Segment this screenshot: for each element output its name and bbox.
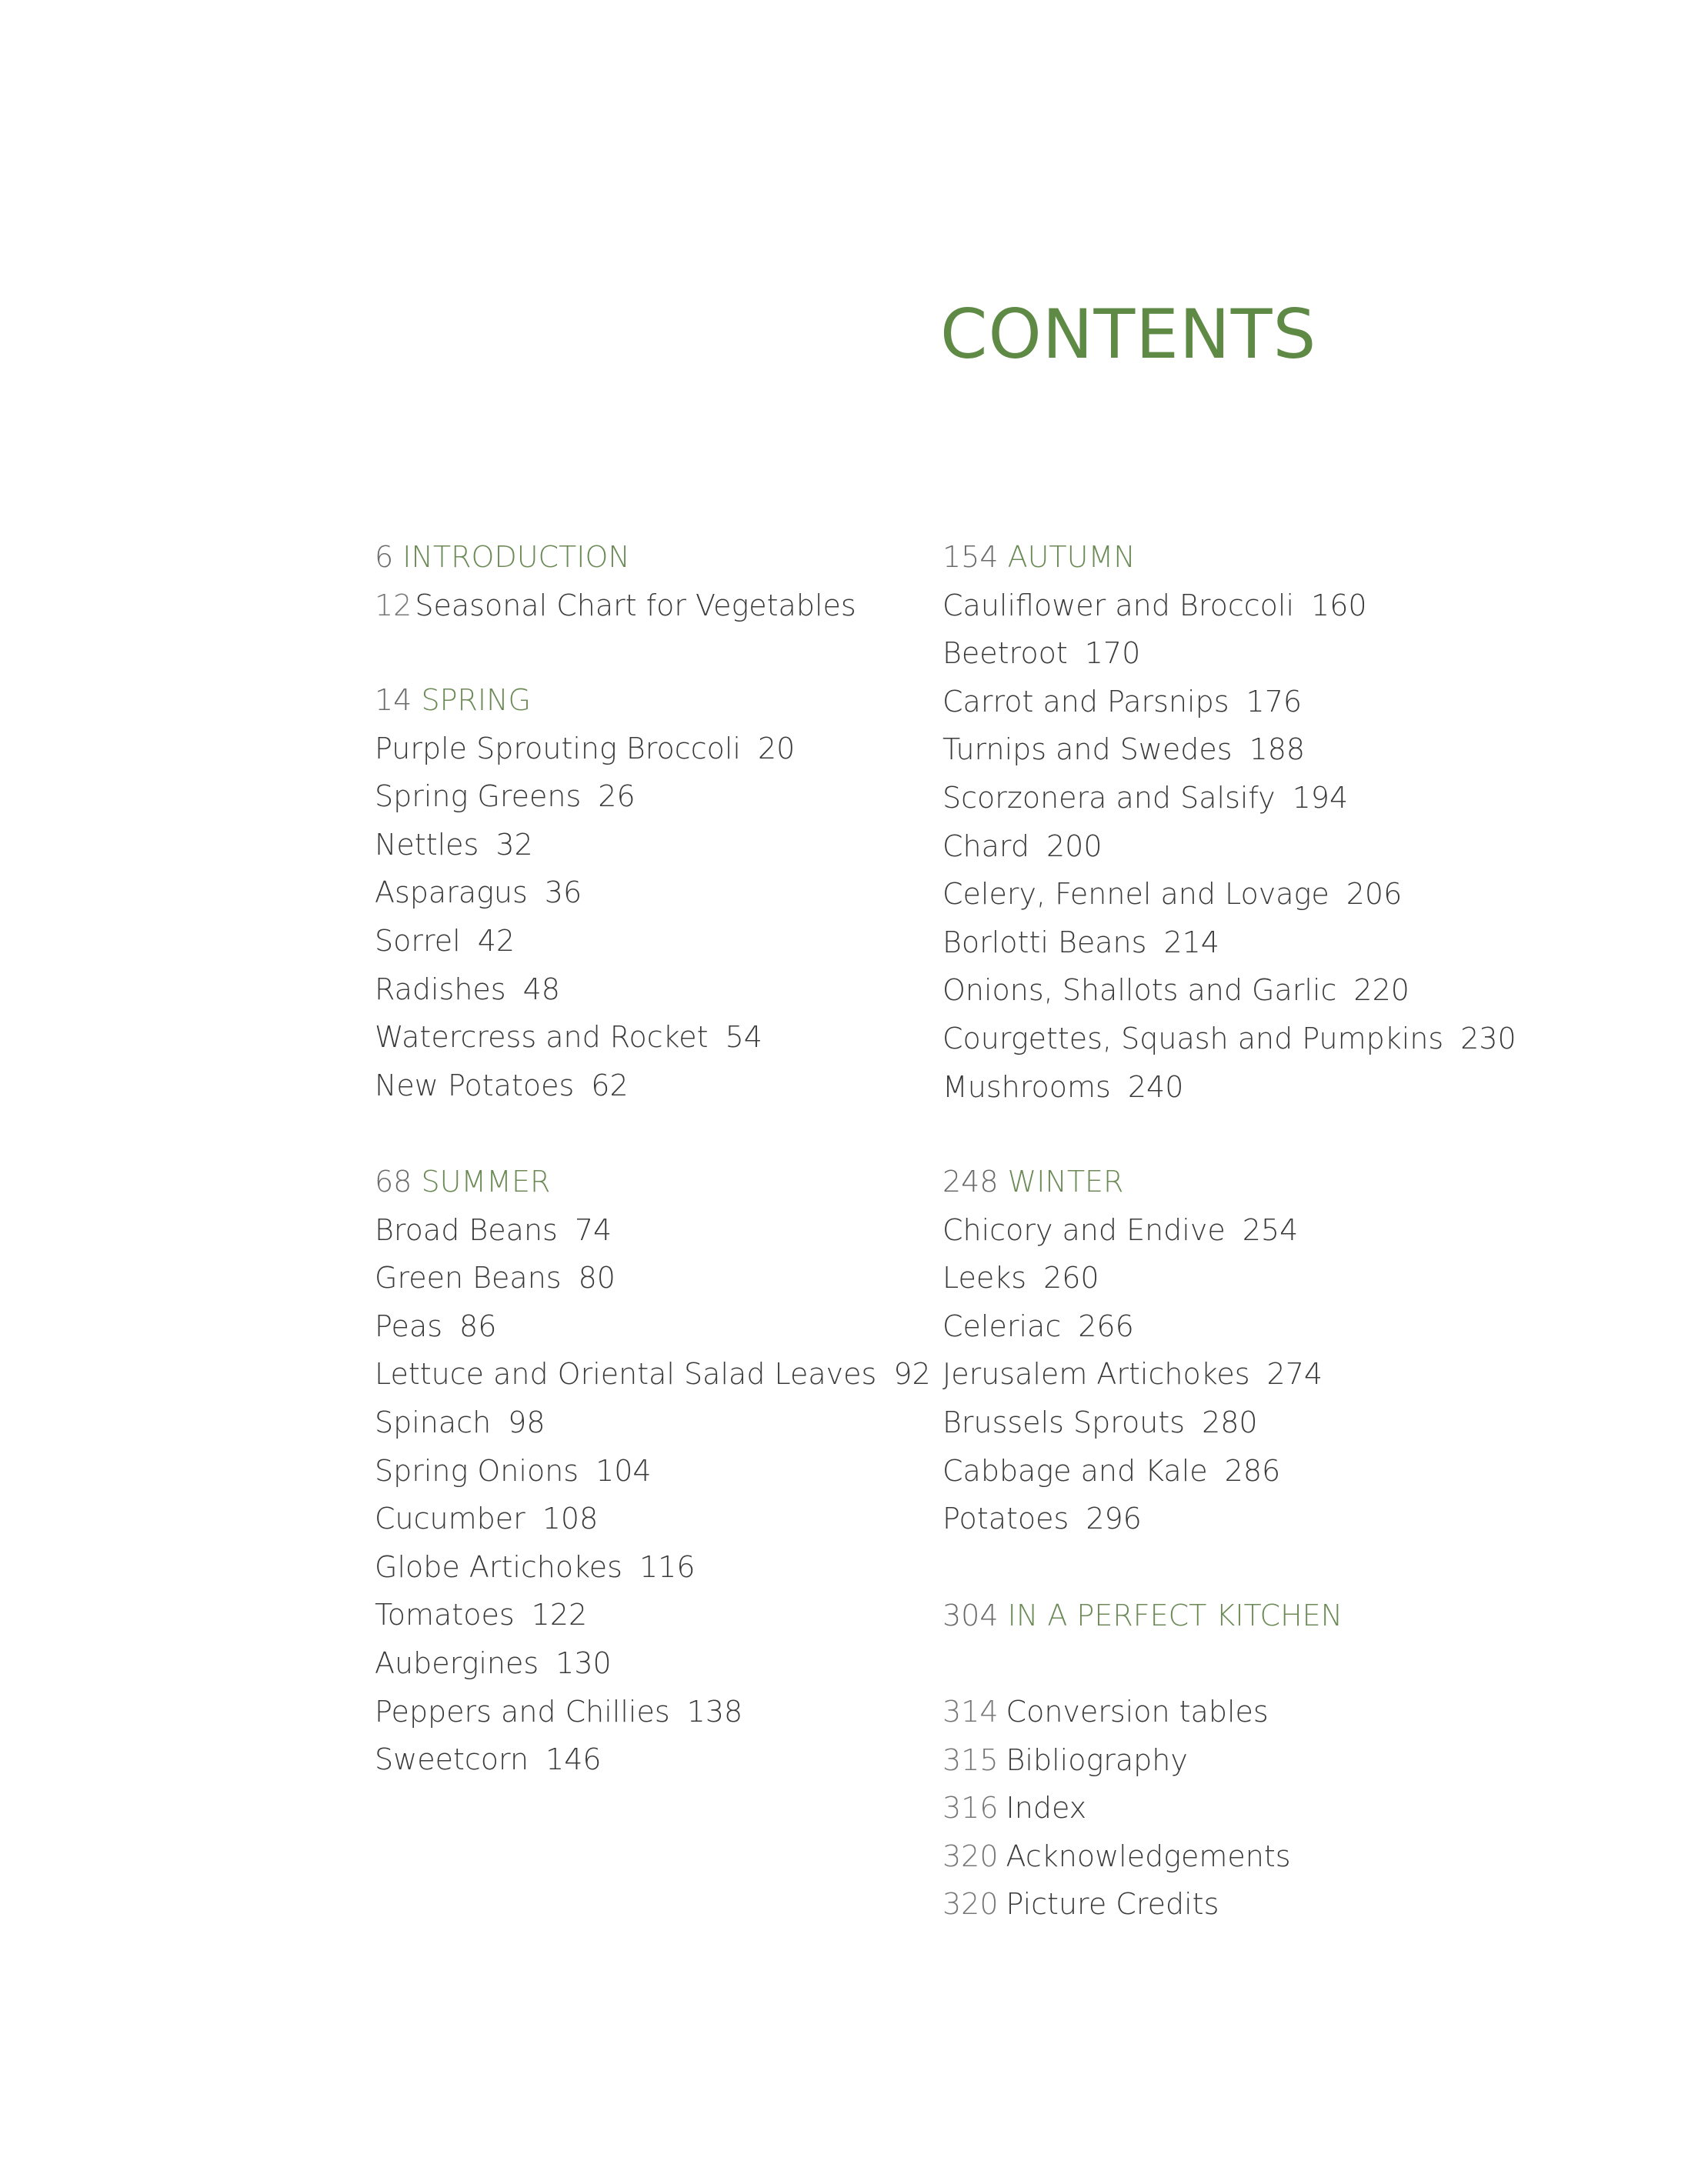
section-kitchen [942,1592,1635,1640]
section-winter [942,1158,1635,1543]
entry-name: Acknowledgements [1006,1839,1291,1873]
entry-name: Sweetcorn [375,1742,529,1777]
entry-page: 92 [893,1357,931,1392]
entry-page: 48 [522,972,560,1006]
entry-page: 274 [1266,1357,1323,1392]
toc-entry[interactable] [942,678,1635,726]
entry-page: 230 [1460,1021,1516,1055]
toc-entry[interactable] [942,1302,1635,1351]
entry-page: 320 [942,1887,999,1922]
heading-page: 14 [375,683,412,717]
entry-name: Beetroot [942,636,1068,671]
entry-page: 20 [757,731,796,765]
toc-entry[interactable] [942,822,1635,871]
entry-name: New Potatoes [375,1068,575,1102]
entry-page: 260 [1043,1261,1099,1295]
entry-name: Scorzonera and Salsify [942,780,1276,815]
entry-page: 188 [1249,732,1306,767]
entry-name: Watercress and Rocket [375,1020,709,1055]
entry-page: 286 [1224,1453,1281,1488]
entry-name: Peas [375,1309,443,1343]
toc-entry[interactable] [942,919,1635,967]
entry-page: 108 [542,1502,599,1536]
entry-page: 12 [375,588,412,622]
entry-page: 200 [1046,829,1103,863]
entry-page: 98 [508,1405,545,1439]
entry-name: Purple Sprouting Broccoli [375,731,741,765]
heading-label: WINTER [1007,1165,1124,1199]
toc-entry[interactable] [375,1639,1067,1688]
entry-name: Celeriac [942,1309,1062,1343]
heading-page: 68 [375,1165,412,1199]
entry-name: Tomatoes [375,1598,515,1632]
toc-entry[interactable] [942,1688,1635,1736]
entry-name: Cabbage and Kale [942,1453,1208,1488]
entry-page: 54 [725,1020,762,1055]
entry-name: Lettuce and Oriental Salad Leaves [375,1357,877,1392]
toc-entry[interactable] [942,774,1635,822]
entry-name: Brussels Sprouts [942,1405,1186,1439]
entry-name: Spring Onions [375,1453,579,1488]
toc-entry[interactable] [942,582,1635,630]
entry-name: Borlotti Beans [942,925,1147,959]
entry-name: Broad Beans [375,1212,558,1247]
entry-name: Chard [942,829,1029,863]
entry-name: Green Beans [375,1261,562,1295]
entry-name: Globe Artichokes [375,1549,622,1584]
toc-entry[interactable] [942,1399,1635,1447]
entry-page: 80 [578,1261,615,1295]
entry-name: Nettles [375,827,479,862]
entry-name: Celery, Fennel and Lovage [942,877,1329,912]
page-title: CONTENTS [940,295,1317,374]
entry-page: 116 [639,1549,696,1584]
entry-name: Leeks [942,1261,1027,1295]
entry-page: 176 [1246,684,1303,719]
heading-label: INTRODUCTION [402,540,630,574]
heading-label: AUTUMN [1007,540,1136,574]
entry-page: 296 [1086,1502,1142,1536]
entry-page: 104 [595,1453,652,1488]
entry-page: 62 [591,1068,629,1102]
entry-name: Sorrel [375,923,461,958]
entry-name: Cauliflower and Broccoli [942,588,1295,622]
heading-page: 6 [375,540,394,574]
entry-page: 254 [1242,1212,1299,1247]
entry-page: 42 [477,923,515,958]
entry-name: Seasonal Chart for Vegetables [415,588,856,622]
toc-entry[interactable] [942,1206,1635,1255]
heading-label: SUMMER [421,1165,551,1199]
entry-page: 214 [1163,925,1219,959]
entry-name: Spring Greens [375,779,582,814]
heading-page: 304 [942,1599,999,1632]
entry-name: Turnips and Swedes [942,732,1233,767]
entry-page: 314 [942,1695,999,1729]
entry-page: 32 [495,827,533,862]
entry-page: 160 [1311,588,1367,622]
entry-page: 36 [544,875,582,910]
entry-page: 130 [555,1646,612,1680]
toc-entry[interactable] [375,1543,1067,1592]
entry-name: Bibliography [1006,1742,1188,1777]
section-autumn [942,533,1635,1111]
entry-page: 170 [1084,636,1141,671]
heading-page: 248 [942,1165,999,1199]
toc-entry[interactable] [942,966,1635,1015]
toc-entry[interactable] [942,1495,1635,1543]
entry-name: Asparagus [375,875,528,910]
entry-page: 266 [1078,1309,1134,1343]
entry-page: 26 [598,779,636,814]
entry-page: 122 [531,1598,588,1632]
heading-label: IN A PERFECT KITCHEN [1007,1599,1343,1632]
entry-name: Mushrooms [942,1069,1111,1104]
heading-page: 154 [942,540,999,574]
toc-entry[interactable] [942,1254,1635,1302]
entry-page: 146 [545,1742,602,1777]
entry-name: Cucumber [375,1502,525,1536]
toc-entry[interactable] [942,1880,1635,1929]
toc-entry[interactable] [942,1736,1635,1785]
entry-page: 86 [459,1309,497,1343]
entry-name: Spinach [375,1405,492,1439]
entry-page: 315 [942,1742,999,1777]
entry-name: Jerusalem Artichokes [942,1357,1250,1392]
section-appendix [942,1688,1635,1929]
section-heading[interactable] [942,1592,1635,1640]
entry-page: 138 [686,1694,743,1729]
entry-name: Carrot and Parsnips [942,684,1229,719]
toc-entry[interactable] [942,1784,1635,1832]
entry-name: Picture Credits [1006,1887,1219,1922]
entry-page: 194 [1292,780,1349,815]
section-heading[interactable] [942,1158,1635,1206]
toc-entry[interactable] [942,1015,1635,1063]
section-heading[interactable] [942,533,1635,582]
entry-name: Radishes [375,972,506,1006]
entry-page: 316 [942,1791,999,1826]
entry-page: 206 [1346,877,1403,912]
entry-name: Peppers and Chillies [375,1694,670,1729]
entry-name: Conversion tables [1006,1695,1269,1729]
entry-name: Aubergines [375,1646,539,1680]
entry-name: Courgettes, Squash and Pumpkins [942,1021,1444,1055]
entry-page: 280 [1202,1405,1258,1439]
entry-name: Onions, Shallots and Garlic [942,973,1337,1008]
toc-entry[interactable] [942,1447,1635,1495]
entry-name: Index [1006,1791,1087,1826]
toc-entry[interactable] [942,1350,1635,1399]
entry-name: Potatoes [942,1502,1069,1536]
entry-page: 220 [1353,973,1409,1008]
toc-entry[interactable] [942,870,1635,919]
toc-entry[interactable] [942,1063,1635,1112]
entry-page: 320 [942,1839,999,1873]
heading-label: SPRING [421,683,531,717]
toc-entry[interactable] [942,629,1635,678]
entry-name: Chicory and Endive [942,1212,1226,1247]
entry-page: 240 [1127,1069,1184,1104]
toc-entry[interactable] [942,1832,1635,1881]
toc-entry[interactable] [942,725,1635,774]
entry-page: 74 [574,1212,612,1247]
